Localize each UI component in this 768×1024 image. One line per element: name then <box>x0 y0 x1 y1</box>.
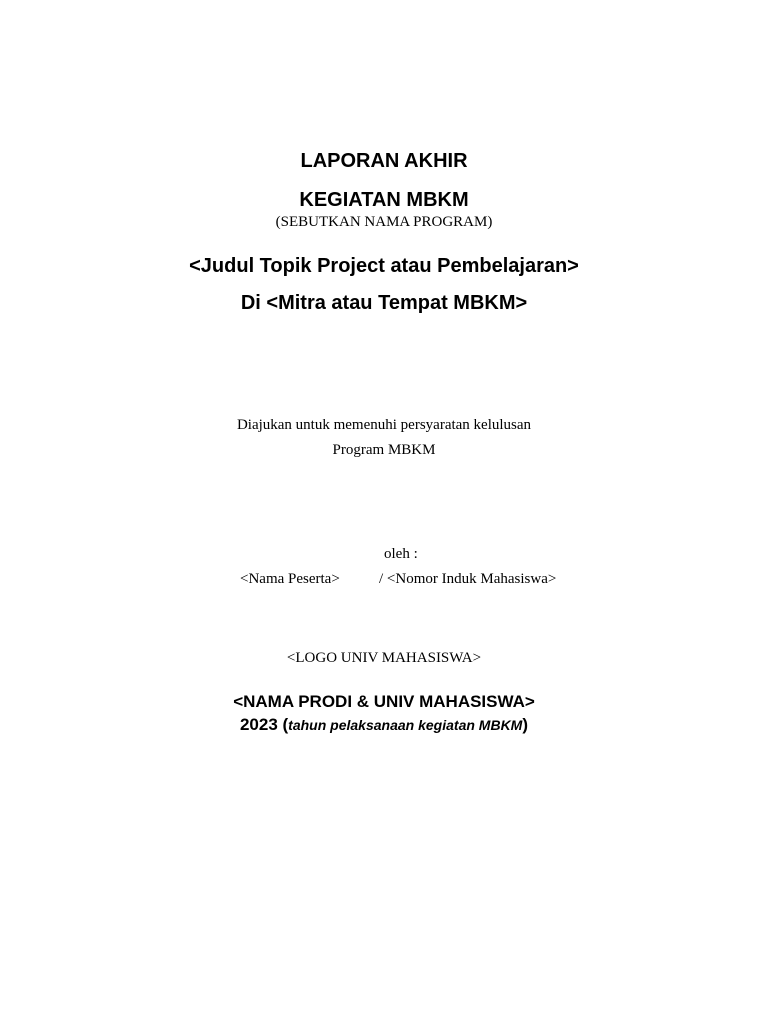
participant-name-placeholder: <Nama Peserta> <box>240 571 340 587</box>
topic-title-placeholder: <Judul Topik Project atau Pembelajaran> <box>189 255 579 277</box>
partner-placeholder: Di <Mitra atau Tempat MBKM> <box>240 292 528 314</box>
university-logo-placeholder: <LOGO UNIV MAHASISWA> <box>286 650 482 666</box>
report-title-line1: LAPORAN AKHIR <box>300 150 468 172</box>
program-name-placeholder: (SEBUTKAN NAMA PROGRAM) <box>275 214 493 230</box>
report-title-line2: KEGIATAN MBKM <box>299 189 469 211</box>
submission-purpose-line1: Diajukan untuk memenuhi persyaratan kelulusan <box>236 417 532 433</box>
by-label: oleh : <box>384 546 418 562</box>
year-close: ) <box>522 715 529 734</box>
prodi-university-placeholder: <NAMA PRODI & UNIV MAHASISWA> <box>233 692 535 711</box>
year-value: 2023 ( <box>239 715 289 734</box>
year-note: tahun pelaksanaan kegiatan MBKM <box>288 717 523 733</box>
participant-id-placeholder: / <Nomor Induk Mahasiswa> <box>379 571 557 587</box>
year-line <box>0 715 768 735</box>
submission-purpose-line2: Program MBKM <box>332 442 436 458</box>
